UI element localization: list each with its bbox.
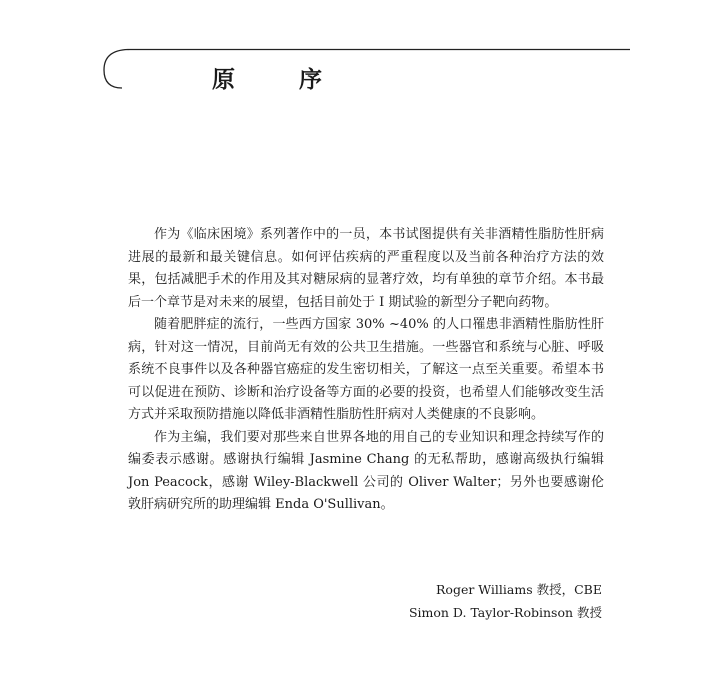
paragraph-2: 随着肥胖症的流行，一些西方国家 30% ~40% 的人口罹患非酒精性脂肪性肝病，针对这一情况，目前尚无有效的公共卫生措施。一些器官和系统与心脏、呼吸系统不良事件以及各种器官癌症的发生密切相关，了解这一点至关重要。希望本书可以促进在预防、诊断和治疗设备等方面的必要的投资，也希望人们能够改变生活方式并采取预防措施以降低非酒精性脂肪性肝病对人类健康的不良影响。 [128, 317, 604, 422]
signature-block [409, 578, 602, 624]
page-title: 原 序 [212, 67, 351, 93]
header-decorative-rule [100, 48, 630, 108]
paragraph-1: 作为《临床困境》系列著作中的一员，本书试图提供有关非酒精性脂肪性肝病进展的最新和最关键信息。如何评估疾病的严重程度以及当前各种治疗方法的效果，包括减肥手术的作用及其对糖尿病的显著疗效，均有单独的章节介绍。本书最后一个章节是对未来的展望，包括目前处于 I 期试验的新型分子靶向药物。 [128, 227, 604, 310]
paragraph-3: 作为主编，我们要对那些来自世界各地的用自己的专业知识和理念持续写作的编委表示感谢。感谢执行编辑 Jasmine Chang 的无私帮助，感谢高级执行编辑 Jon Peacock，感谢 Wiley-Blackwell 公司的 Oliver Walter；另外也要感谢伦敦肝病研究所的助理编辑 Enda O'Sullivan。 [128, 429, 604, 512]
signature-simon-taylor-robinson: Simon D. Taylor-Robinson 教授 [408, 605, 602, 620]
signature-roger-williams: Roger Williams 教授，CBE [436, 582, 602, 597]
preface-body [128, 224, 604, 517]
